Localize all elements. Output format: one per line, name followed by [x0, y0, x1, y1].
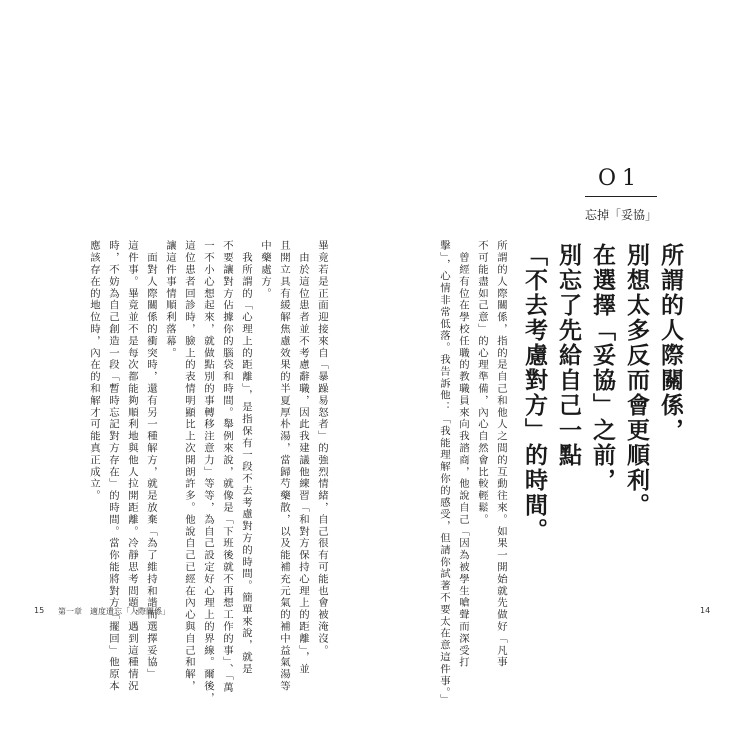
body-text-column: 時，不妨為自己創造一段「暫時忘記對方存在」的時間。當你能將對方「擺回」他原本: [107, 240, 119, 693]
body-text-column: 由於這位患者並不考慮辭職，因此我建議他練習「和對方保持心理上的距離」，並: [297, 240, 309, 676]
headline-column: 別想太多反而會更順利。: [623, 243, 649, 518]
body-text-column: 不要讓對方佔據你的腦袋和時間。舉例來說，就像是「下班後就不再想工作的事」、「萬: [221, 240, 233, 694]
body-text-column: 我所謂的「心理上的距離」，是指保有一段不去考慮對方的時間。簡單來說，就是: [240, 240, 252, 676]
body-text-column: 畢竟若是正面迎接來自「暴躁易怒者」的強烈情緒，自己很有可能也會被淹沒。: [316, 240, 328, 657]
headline-column: 別忘了先給自己一點: [555, 243, 581, 468]
body-text-column: 曾經有位在學校任職的教職員來向我諮商，他說自己「因為被學生嗆聲而深受打: [457, 240, 469, 669]
body-text-column: 中藥處方。: [259, 240, 271, 300]
chapter-subtitle: 忘掉「妥協」: [585, 208, 658, 222]
headline-column: 在選擇「妥協」之前，: [589, 243, 615, 493]
body-text-column: 這位患者回診時，臉上的表情明顯比上次開朗許多。他說自己已經在內心與自己和解，: [183, 240, 195, 693]
running-chapter-title: 適度遺忘「人際關係」: [90, 607, 170, 616]
body-text-column: 應該存在的地位時，內在的和解才可能真正成立。: [88, 240, 100, 502]
body-text-column: 不可能盡如己意」的心理準備，內心自然會比較輕鬆。: [476, 240, 488, 526]
headline-column: 所謂的人際關係，: [657, 243, 683, 443]
page-number: 14: [700, 606, 711, 615]
body-text-column: 面對人際關係的衝突時，還有另一種解方，就是放棄「為了維持和諧而選擇妥協」: [145, 240, 157, 681]
body-text-column: 這件事。畢竟並不是每次都能夠順利地與他人拉開距離。冷靜思考問題，遇到這種情況: [126, 240, 138, 693]
page-number: 15: [34, 606, 45, 615]
running-chapter-label: 第一章: [58, 607, 82, 616]
body-text-column: 讓這件事情順利落幕。: [164, 240, 176, 359]
headline-column: 「不去考慮對方」的時間。: [521, 243, 547, 543]
body-text-column: 擊」，心情非常低落。我告訴他：「我能理解你的感受，但請你試著不要太在意這件事。」: [438, 240, 450, 706]
body-text-column: 一不小心想起來，就做點別的事轉移注意力」等等，為自己設定好心理上的界線。爾後，: [202, 240, 214, 705]
body-text-column: 所謂的人際關係，指的是自己和他人之間的互動往來。如果一開始就先做好「凡事: [495, 240, 507, 669]
chapter-divider: [585, 196, 657, 197]
body-text-column: 且開立具有緩解焦慮效果的半夏厚朴湯，當歸芍藥散，以及能補充元氣的補中益氣湯等: [278, 240, 290, 693]
chapter-number: O1: [597, 166, 643, 191]
